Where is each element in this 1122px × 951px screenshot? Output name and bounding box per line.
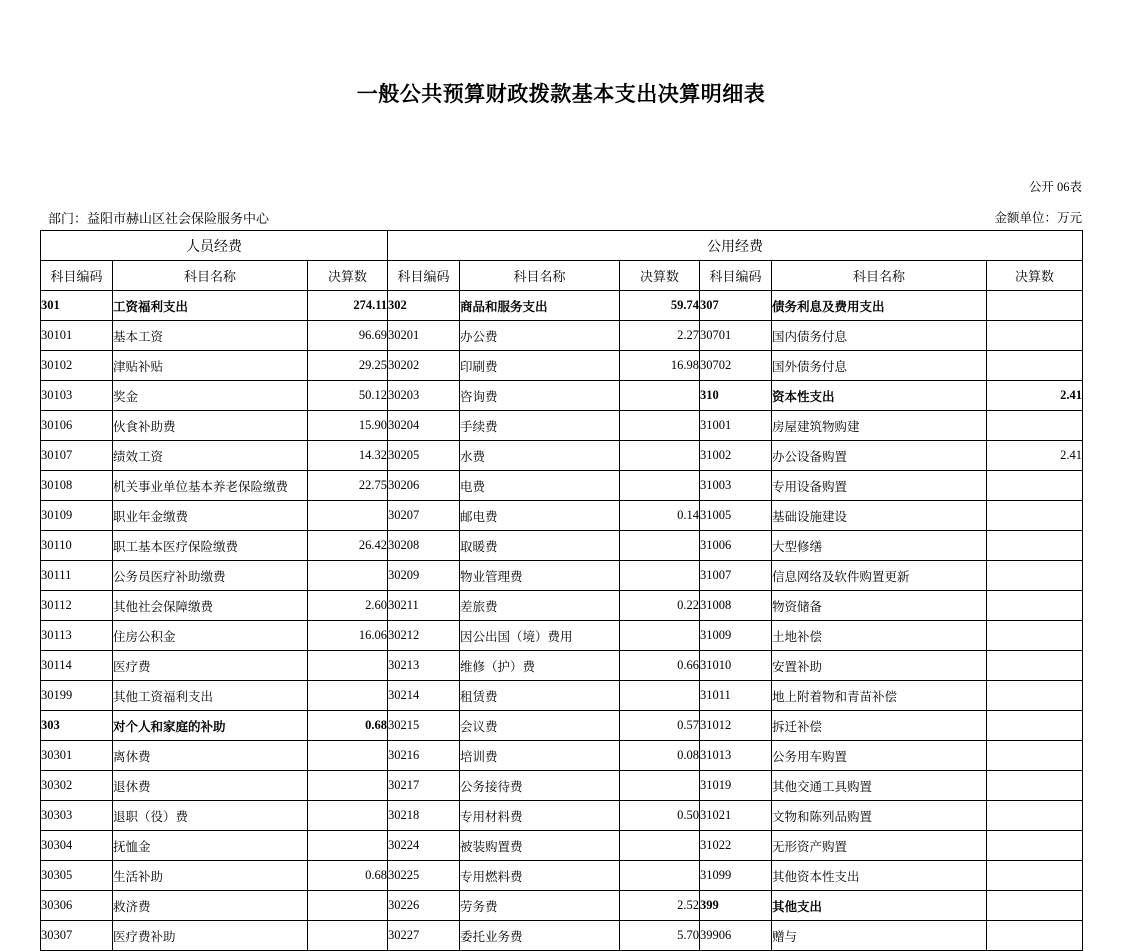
cell-name-capital: 无形资产购置 <box>772 831 987 861</box>
cell-value-capital <box>987 771 1083 801</box>
cell-value-personnel <box>308 681 388 711</box>
cell-value-capital <box>987 921 1083 951</box>
cell-value-capital <box>987 411 1083 441</box>
cell-value-personnel: 0.68 <box>308 711 388 741</box>
cell-value-goods: 0.08 <box>620 741 700 771</box>
cell-code-personnel: 30114 <box>41 651 113 681</box>
cell-value-goods <box>620 411 700 441</box>
cell-code-goods: 30217 <box>388 771 460 801</box>
cell-value-personnel: 16.06 <box>308 621 388 651</box>
cell-code-goods: 30204 <box>388 411 460 441</box>
cell-name-personnel: 医疗费 <box>113 651 308 681</box>
cell-name-goods: 委托业务费 <box>460 921 620 951</box>
cell-value-capital <box>987 711 1083 741</box>
col-header-value-1: 决算数 <box>308 261 388 291</box>
cell-name-goods: 取暖费 <box>460 531 620 561</box>
cell-code-personnel: 30307 <box>41 921 113 951</box>
col-header-code-2: 科目编码 <box>388 261 460 291</box>
cell-name-goods: 印刷费 <box>460 351 620 381</box>
cell-code-goods: 302 <box>388 291 460 321</box>
cell-code-goods: 30203 <box>388 381 460 411</box>
table-row <box>41 681 1083 711</box>
cell-value-personnel <box>308 771 388 801</box>
cell-name-personnel: 奖金 <box>113 381 308 411</box>
cell-code-goods: 30207 <box>388 501 460 531</box>
cell-name-capital: 拆迁补偿 <box>772 711 987 741</box>
col-header-name-2: 科目名称 <box>460 261 620 291</box>
department-line <box>48 208 269 227</box>
cell-value-personnel: 96.69 <box>308 321 388 351</box>
cell-code-goods: 30226 <box>388 891 460 921</box>
cell-name-goods: 培训费 <box>460 741 620 771</box>
cell-name-capital: 赠与 <box>772 921 987 951</box>
cell-code-goods: 30216 <box>388 741 460 771</box>
form-number: 公开 06表 <box>1028 180 1082 194</box>
cell-code-capital: 31005 <box>700 501 772 531</box>
cell-name-personnel: 其他工资福利支出 <box>113 681 308 711</box>
cell-name-personnel: 津贴补贴 <box>113 351 308 381</box>
cell-code-capital: 31009 <box>700 621 772 651</box>
cell-name-capital: 公务用车购置 <box>772 741 987 771</box>
table-row <box>41 921 1083 951</box>
cell-code-capital: 31021 <box>700 801 772 831</box>
cell-code-goods: 30205 <box>388 441 460 471</box>
col-header-code-1: 科目编码 <box>41 261 113 291</box>
cell-code-capital: 31007 <box>700 561 772 591</box>
cell-code-goods: 30218 <box>388 801 460 831</box>
cell-code-capital: 31003 <box>700 471 772 501</box>
cell-name-goods: 手续费 <box>460 411 620 441</box>
cell-value-goods: 0.22 <box>620 591 700 621</box>
cell-code-goods: 30202 <box>388 351 460 381</box>
cell-name-personnel: 机关事业单位基本养老保险缴费 <box>113 471 308 501</box>
table-row <box>41 711 1083 741</box>
cell-name-goods: 专用材料费 <box>460 801 620 831</box>
cell-value-personnel <box>308 831 388 861</box>
cell-value-personnel: 22.75 <box>308 471 388 501</box>
cell-code-personnel: 30301 <box>41 741 113 771</box>
cell-code-goods: 30214 <box>388 681 460 711</box>
cell-code-personnel: 30113 <box>41 621 113 651</box>
cell-value-goods <box>620 681 700 711</box>
cell-code-goods: 30201 <box>388 321 460 351</box>
cell-value-personnel: 0.68 <box>308 861 388 891</box>
cell-name-capital: 房屋建筑物购建 <box>772 411 987 441</box>
cell-code-personnel: 30101 <box>41 321 113 351</box>
cell-name-goods: 水费 <box>460 441 620 471</box>
cell-code-personnel: 301 <box>41 291 113 321</box>
cell-code-capital: 31012 <box>700 711 772 741</box>
cell-name-personnel: 对个人和家庭的补助 <box>113 711 308 741</box>
cell-code-capital: 30702 <box>700 351 772 381</box>
table-row <box>41 621 1083 651</box>
group-header-personnel: 人员经费 <box>41 231 388 261</box>
col-header-name-1: 科目名称 <box>113 261 308 291</box>
cell-code-goods: 30212 <box>388 621 460 651</box>
cell-code-personnel: 30110 <box>41 531 113 561</box>
cell-name-personnel: 医疗费补助 <box>113 921 308 951</box>
cell-value-personnel: 50.12 <box>308 381 388 411</box>
cell-name-capital: 土地补偿 <box>772 621 987 651</box>
cell-code-personnel: 30304 <box>41 831 113 861</box>
cell-name-goods: 被装购置费 <box>460 831 620 861</box>
department-label: 部门： <box>48 211 88 226</box>
cell-name-personnel: 退休费 <box>113 771 308 801</box>
cell-name-personnel: 离休费 <box>113 741 308 771</box>
cell-name-capital: 物资储备 <box>772 591 987 621</box>
table-row <box>41 471 1083 501</box>
cell-value-capital <box>987 741 1083 771</box>
table-body <box>41 291 1083 951</box>
cell-code-goods: 30224 <box>388 831 460 861</box>
cell-name-capital: 其他资本性支出 <box>772 861 987 891</box>
cell-value-goods <box>620 861 700 891</box>
cell-name-capital: 大型修缮 <box>772 531 987 561</box>
cell-code-goods: 30213 <box>388 651 460 681</box>
cell-name-goods: 办公费 <box>460 321 620 351</box>
cell-name-capital: 办公设备购置 <box>772 441 987 471</box>
cell-value-personnel <box>308 561 388 591</box>
cell-value-personnel: 2.60 <box>308 591 388 621</box>
cell-code-capital: 31022 <box>700 831 772 861</box>
cell-name-personnel: 公务员医疗补助缴费 <box>113 561 308 591</box>
cell-value-capital <box>987 291 1083 321</box>
department-name: 益阳市赫山区社会保险服务中心 <box>87 211 270 226</box>
cell-value-capital <box>987 321 1083 351</box>
cell-name-goods: 邮电费 <box>460 501 620 531</box>
cell-value-capital: 2.41 <box>987 381 1083 411</box>
table-row <box>41 741 1083 771</box>
cell-code-capital: 31006 <box>700 531 772 561</box>
cell-code-personnel: 30306 <box>41 891 113 921</box>
budget-table <box>40 230 1083 951</box>
cell-value-personnel: 15.90 <box>308 411 388 441</box>
cell-name-goods: 专用燃料费 <box>460 861 620 891</box>
cell-code-capital: 31013 <box>700 741 772 771</box>
cell-value-personnel <box>308 651 388 681</box>
cell-code-capital: 399 <box>700 891 772 921</box>
cell-name-goods: 咨询费 <box>460 381 620 411</box>
cell-name-personnel: 基本工资 <box>113 321 308 351</box>
cell-name-capital: 专用设备购置 <box>772 471 987 501</box>
cell-code-capital: 31008 <box>700 591 772 621</box>
cell-value-goods: 0.50 <box>620 801 700 831</box>
table-group-header-row <box>41 231 1083 261</box>
cell-value-goods <box>620 621 700 651</box>
cell-value-personnel: 14.32 <box>308 441 388 471</box>
cell-name-personnel: 职业年金缴费 <box>113 501 308 531</box>
cell-code-goods: 30227 <box>388 921 460 951</box>
cell-name-personnel: 职工基本医疗保险缴费 <box>113 531 308 561</box>
cell-value-goods: 2.52 <box>620 891 700 921</box>
cell-code-capital: 31099 <box>700 861 772 891</box>
cell-name-personnel: 工资福利支出 <box>113 291 308 321</box>
table-row <box>41 381 1083 411</box>
col-header-name-3: 科目名称 <box>772 261 987 291</box>
cell-code-goods: 30215 <box>388 711 460 741</box>
cell-name-capital: 国内债务付息 <box>772 321 987 351</box>
cell-name-goods: 电费 <box>460 471 620 501</box>
cell-value-capital <box>987 351 1083 381</box>
cell-value-goods <box>620 561 700 591</box>
cell-code-personnel: 30109 <box>41 501 113 531</box>
cell-name-capital: 信息网络及软件购置更新 <box>772 561 987 591</box>
cell-value-capital <box>987 651 1083 681</box>
col-header-code-3: 科目编码 <box>700 261 772 291</box>
cell-name-personnel: 救济费 <box>113 891 308 921</box>
table-row <box>41 351 1083 381</box>
cell-code-personnel: 30106 <box>41 411 113 441</box>
table-row <box>41 561 1083 591</box>
cell-code-capital: 31010 <box>700 651 772 681</box>
cell-name-goods: 劳务费 <box>460 891 620 921</box>
cell-value-goods: 2.27 <box>620 321 700 351</box>
cell-name-personnel: 住房公积金 <box>113 621 308 651</box>
cell-value-capital <box>987 531 1083 561</box>
cell-code-personnel: 303 <box>41 711 113 741</box>
cell-value-capital <box>987 591 1083 621</box>
cell-name-goods: 差旅费 <box>460 591 620 621</box>
cell-code-personnel: 30108 <box>41 471 113 501</box>
cell-code-goods: 30225 <box>388 861 460 891</box>
cell-name-goods: 因公出国（境）费用 <box>460 621 620 651</box>
cell-value-capital <box>987 831 1083 861</box>
cell-value-personnel: 29.25 <box>308 351 388 381</box>
cell-value-personnel <box>308 741 388 771</box>
cell-name-capital: 其他交通工具购置 <box>772 771 987 801</box>
cell-name-goods: 商品和服务支出 <box>460 291 620 321</box>
cell-name-goods: 维修（护）费 <box>460 651 620 681</box>
cell-name-goods: 会议费 <box>460 711 620 741</box>
cell-value-personnel <box>308 801 388 831</box>
cell-value-personnel <box>308 921 388 951</box>
table-row <box>41 321 1083 351</box>
cell-code-personnel: 30303 <box>41 801 113 831</box>
cell-name-capital: 资本性支出 <box>772 381 987 411</box>
cell-value-personnel <box>308 891 388 921</box>
cell-value-capital <box>987 621 1083 651</box>
cell-name-personnel: 抚恤金 <box>113 831 308 861</box>
table-row <box>41 651 1083 681</box>
table-row <box>41 501 1083 531</box>
amount-unit: 金额单位：万元 <box>994 211 1082 225</box>
table-row <box>41 771 1083 801</box>
cell-value-goods: 16.98 <box>620 351 700 381</box>
cell-value-personnel: 274.11 <box>308 291 388 321</box>
table-column-header-row <box>41 261 1083 291</box>
cell-code-goods: 30206 <box>388 471 460 501</box>
cell-value-personnel <box>308 501 388 531</box>
cell-value-goods: 59.74 <box>620 291 700 321</box>
cell-code-personnel: 30112 <box>41 591 113 621</box>
cell-name-goods: 物业管理费 <box>460 561 620 591</box>
cell-name-goods: 公务接待费 <box>460 771 620 801</box>
col-header-value-3: 决算数 <box>987 261 1083 291</box>
cell-value-capital <box>987 561 1083 591</box>
table-row <box>41 441 1083 471</box>
cell-code-capital: 31001 <box>700 411 772 441</box>
cell-value-goods: 0.66 <box>620 651 700 681</box>
cell-value-goods <box>620 471 700 501</box>
cell-name-personnel: 绩效工资 <box>113 441 308 471</box>
cell-code-capital: 31002 <box>700 441 772 471</box>
cell-code-capital: 310 <box>700 381 772 411</box>
cell-value-goods <box>620 381 700 411</box>
cell-code-goods: 30208 <box>388 531 460 561</box>
cell-value-capital: 2.41 <box>987 441 1083 471</box>
cell-code-personnel: 30107 <box>41 441 113 471</box>
cell-name-personnel: 伙食补助费 <box>113 411 308 441</box>
group-header-public: 公用经费 <box>388 231 1083 261</box>
cell-value-goods: 0.14 <box>620 501 700 531</box>
table-row <box>41 411 1083 441</box>
table-row <box>41 831 1083 861</box>
page-title: 一般公共预算财政拨款基本支出决算明细表 <box>356 83 766 106</box>
cell-value-goods <box>620 531 700 561</box>
cell-name-capital: 安置补助 <box>772 651 987 681</box>
cell-code-capital: 307 <box>700 291 772 321</box>
table-row <box>41 291 1083 321</box>
cell-name-capital: 债务利息及费用支出 <box>772 291 987 321</box>
cell-value-goods <box>620 831 700 861</box>
cell-code-capital: 39906 <box>700 921 772 951</box>
cell-value-capital <box>987 501 1083 531</box>
cell-name-capital: 国外债务付息 <box>772 351 987 381</box>
cell-value-goods: 5.70 <box>620 921 700 951</box>
cell-name-capital: 文物和陈列品购置 <box>772 801 987 831</box>
document-page <box>0 78 1122 944</box>
cell-value-capital <box>987 681 1083 711</box>
cell-name-capital: 其他支出 <box>772 891 987 921</box>
cell-name-personnel: 生活补助 <box>113 861 308 891</box>
cell-value-capital <box>987 801 1083 831</box>
cell-code-personnel: 30199 <box>41 681 113 711</box>
cell-value-capital <box>987 891 1083 921</box>
cell-value-personnel: 26.42 <box>308 531 388 561</box>
cell-value-goods <box>620 441 700 471</box>
cell-name-capital: 基础设施建设 <box>772 501 987 531</box>
cell-code-personnel: 30302 <box>41 771 113 801</box>
cell-code-personnel: 30111 <box>41 561 113 591</box>
cell-code-personnel: 30103 <box>41 381 113 411</box>
cell-code-capital: 31011 <box>700 681 772 711</box>
table-row <box>41 591 1083 621</box>
table-row <box>41 801 1083 831</box>
cell-value-goods <box>620 771 700 801</box>
cell-code-personnel: 30305 <box>41 861 113 891</box>
cell-value-goods: 0.57 <box>620 711 700 741</box>
cell-value-capital <box>987 861 1083 891</box>
cell-value-capital <box>987 471 1083 501</box>
cell-code-personnel: 30102 <box>41 351 113 381</box>
cell-name-personnel: 其他社会保障缴费 <box>113 591 308 621</box>
col-header-value-2: 决算数 <box>620 261 700 291</box>
cell-code-capital: 30701 <box>700 321 772 351</box>
cell-code-goods: 30209 <box>388 561 460 591</box>
table-row <box>41 861 1083 891</box>
cell-name-capital: 地上附着物和青苗补偿 <box>772 681 987 711</box>
cell-name-personnel: 退职（役）费 <box>113 801 308 831</box>
table-row <box>41 531 1083 561</box>
cell-name-goods: 租赁费 <box>460 681 620 711</box>
cell-code-capital: 31019 <box>700 771 772 801</box>
cell-code-goods: 30211 <box>388 591 460 621</box>
table-row <box>41 891 1083 921</box>
